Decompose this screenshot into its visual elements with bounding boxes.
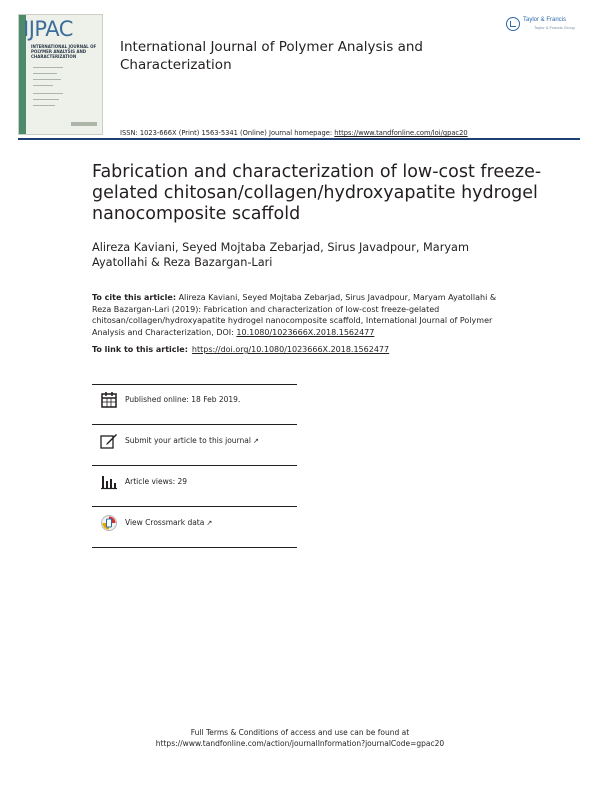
cover-line xyxy=(33,99,59,100)
journal-cover xyxy=(18,14,103,135)
cite-label: To cite this article: xyxy=(92,293,177,302)
link-label: To link to this article: xyxy=(92,345,188,354)
issn-text: ISSN: 1023-666X (Print) 1563-5341 (Online) Journal homepage: xyxy=(120,129,335,137)
article-views: Article views: 29 xyxy=(125,477,188,486)
cover-line xyxy=(33,93,63,94)
divider xyxy=(92,547,297,548)
doi-link[interactable]: 10.1080/1023666X.2018.1562477 xyxy=(236,327,375,337)
published-date: Published online: 18 Feb 2019. xyxy=(125,395,241,404)
crossmark-row[interactable] xyxy=(100,514,300,536)
footer xyxy=(0,727,600,749)
cover-line xyxy=(33,67,63,68)
external-link-icon: ↗ xyxy=(252,437,259,445)
divider xyxy=(92,384,297,385)
cover-line xyxy=(33,85,53,86)
publisher-logo[interactable] xyxy=(506,15,578,39)
submit-row[interactable] xyxy=(100,432,300,454)
cite-text: Alireza Kaviani, Seyed Mojtaba Zebarjad, Sirus Javadpour, Maryam Ayatollahi & Reza Bazargan-Lari (2019): Fabrication and characterization of low-cost freeze-gelated chitosan/collagen/hydroxyapatite hydrogel nanocomposite scaffold, International Journal of Polymer Analysis and Characterization, DOI: xyxy=(92,293,497,337)
submit-label: Submit your article to this journal xyxy=(125,436,251,445)
footer-terms-link[interactable]: https://www.tandfonline.com/action/journalInformation?journalCode=gpac20 xyxy=(155,739,445,748)
issn-line xyxy=(120,129,468,137)
calendar-icon xyxy=(100,391,118,409)
edit-pencil-icon xyxy=(100,432,118,450)
publisher-name: Taylor & Francis xyxy=(523,17,567,23)
article-authors: Alireza Kaviani, Seyed Mojtaba Zebarjad, Sirus Javadpour, Maryam Ayatollahi & Reza Bazargan-Lari xyxy=(92,241,469,269)
cover-title: INTERNATIONAL JOURNAL OF POLYMER ANALYSIS AND CHARACTERIZATION xyxy=(31,44,97,59)
cover-line xyxy=(33,73,57,74)
crossmark-label: View Crossmark data xyxy=(125,518,205,527)
article-link-line xyxy=(92,345,389,354)
article-url-link[interactable]: https://doi.org/10.1080/1023666X.2018.1562477 xyxy=(191,345,390,354)
external-link-icon: ↗ xyxy=(206,519,213,527)
cover-publisher-mark xyxy=(71,122,97,126)
cover-line xyxy=(33,79,61,80)
header-divider xyxy=(18,138,580,140)
published-row xyxy=(100,391,300,413)
divider xyxy=(92,465,297,466)
publisher-logo-icon xyxy=(506,17,520,31)
crossmark-link[interactable] xyxy=(125,518,212,527)
cover-logo: IJPAC xyxy=(23,17,73,41)
footer-line-1: Full Terms & Conditions of access and use can be found at xyxy=(190,728,410,737)
journal-title: International Journal of Polymer Analysis and Characterization xyxy=(120,39,424,73)
divider xyxy=(92,424,297,425)
submit-article-link[interactable] xyxy=(125,436,259,445)
views-row xyxy=(100,473,300,495)
citation-block xyxy=(92,292,512,338)
crossmark-icon xyxy=(100,514,118,532)
cover-line xyxy=(33,105,55,106)
publisher-sub: Taylor & Francis Group xyxy=(534,25,575,30)
article-title: Fabrication and characterization of low-cost freeze-gelated chitosan/collagen/hydroxyapatite hydrogel nanocomposite scaffold xyxy=(92,162,542,224)
bar-chart-icon xyxy=(100,473,118,491)
divider xyxy=(92,506,297,507)
journal-homepage-link[interactable]: https://www.tandfonline.com/loi/gpac20 xyxy=(334,129,468,137)
